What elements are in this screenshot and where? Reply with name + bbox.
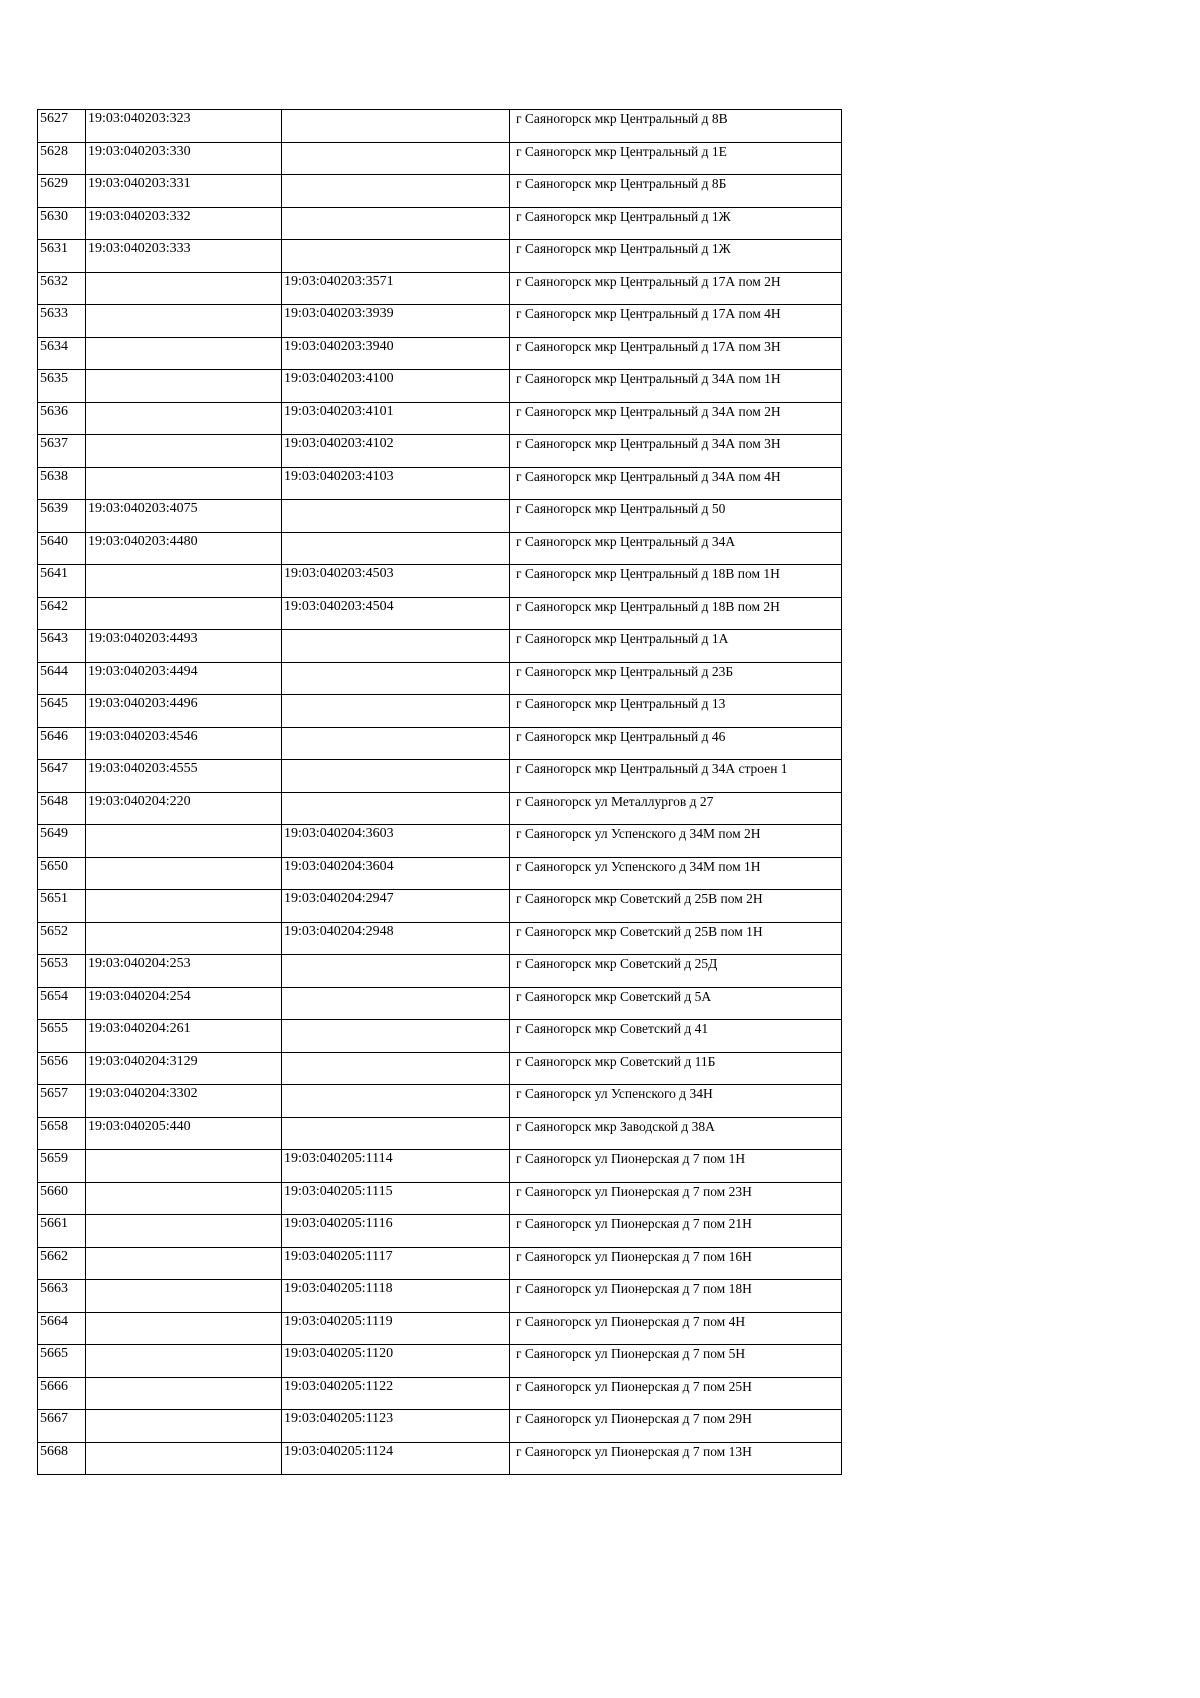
table-row <box>38 1085 842 1118</box>
row-number: 5644 <box>38 662 86 695</box>
address: г Саяногорск мкр Советский д 41 <box>510 1020 842 1053</box>
address: г Саяногорск ул Успенского д 34М пом 1Н <box>510 857 842 890</box>
room-cadastral-number: 19:03:040205:1117 <box>282 1247 510 1280</box>
row-number: 5653 <box>38 955 86 988</box>
address: г Саяногорск ул Пионерская д 7 пом 23Н <box>510 1182 842 1215</box>
address: г Саяногорск мкр Центральный д 8Б <box>510 175 842 208</box>
address: г Саяногорск мкр Центральный д 17А пом 2Н <box>510 272 842 305</box>
table-row <box>38 597 842 630</box>
room-cadastral-number: 19:03:040203:4101 <box>282 402 510 435</box>
cadastral-number: 19:03:040204:3302 <box>86 1085 282 1118</box>
address: г Саяногорск мкр Центральный д 8В <box>510 110 842 143</box>
cadastral-number <box>86 402 282 435</box>
cadastral-number: 19:03:040203:323 <box>86 110 282 143</box>
table-row <box>38 500 842 533</box>
table-row <box>38 207 842 240</box>
table-row <box>38 175 842 208</box>
room-cadastral-number: 19:03:040204:3604 <box>282 857 510 890</box>
address: г Саяногорск ул Пионерская д 7 пом 21Н <box>510 1215 842 1248</box>
room-cadastral-number <box>282 630 510 663</box>
table-row <box>38 987 842 1020</box>
room-cadastral-number: 19:03:040205:1118 <box>282 1280 510 1313</box>
cadastral-number <box>86 1312 282 1345</box>
cadastral-number: 19:03:040204:253 <box>86 955 282 988</box>
row-number: 5661 <box>38 1215 86 1248</box>
table-row <box>38 142 842 175</box>
room-cadastral-number <box>282 532 510 565</box>
address: г Саяногорск мкр Центральный д 34А строен 1 <box>510 760 842 793</box>
table-row <box>38 955 842 988</box>
row-number: 5660 <box>38 1182 86 1215</box>
row-number: 5640 <box>38 532 86 565</box>
table-row <box>38 695 842 728</box>
address: г Саяногорск мкр Центральный д 17А пом 3Н <box>510 337 842 370</box>
cadastral-number <box>86 1410 282 1443</box>
row-number: 5643 <box>38 630 86 663</box>
cadastral-number <box>86 370 282 403</box>
row-number: 5634 <box>38 337 86 370</box>
address: г Саяногорск ул Пионерская д 7 пом 25Н <box>510 1377 842 1410</box>
cadastral-number: 19:03:040204:254 <box>86 987 282 1020</box>
cadastral-number <box>86 1215 282 1248</box>
row-number: 5646 <box>38 727 86 760</box>
row-number: 5629 <box>38 175 86 208</box>
cadastral-number <box>86 272 282 305</box>
room-cadastral-number: 19:03:040203:4100 <box>282 370 510 403</box>
table-row <box>38 1312 842 1345</box>
row-number: 5654 <box>38 987 86 1020</box>
cadastral-number: 19:03:040203:333 <box>86 240 282 273</box>
address: г Саяногорск ул Пионерская д 7 пом 13Н <box>510 1442 842 1475</box>
room-cadastral-number: 19:03:040203:4102 <box>282 435 510 468</box>
address: г Саяногорск мкр Центральный д 34А пом 3Н <box>510 435 842 468</box>
address: г Саяногорск мкр Центральный д 50 <box>510 500 842 533</box>
room-cadastral-number <box>282 1085 510 1118</box>
address: г Саяногорск ул Пионерская д 7 пом 16Н <box>510 1247 842 1280</box>
row-number: 5657 <box>38 1085 86 1118</box>
row-number: 5641 <box>38 565 86 598</box>
row-number: 5632 <box>38 272 86 305</box>
room-cadastral-number <box>282 1052 510 1085</box>
cadastral-number <box>86 305 282 338</box>
address: г Саяногорск мкр Центральный д 1Ж <box>510 240 842 273</box>
room-cadastral-number <box>282 955 510 988</box>
room-cadastral-number <box>282 142 510 175</box>
room-cadastral-number: 19:03:040203:4503 <box>282 565 510 598</box>
table-row <box>38 272 842 305</box>
room-cadastral-number <box>282 240 510 273</box>
address: г Саяногорск мкр Советский д 25Д <box>510 955 842 988</box>
cadastral-number <box>86 1345 282 1378</box>
table-row <box>38 1442 842 1475</box>
address: г Саяногорск ул Успенского д 34М пом 2Н <box>510 825 842 858</box>
table-row <box>38 630 842 663</box>
cadastral-number <box>86 1377 282 1410</box>
row-number: 5638 <box>38 467 86 500</box>
room-cadastral-number: 19:03:040205:1123 <box>282 1410 510 1443</box>
row-number: 5645 <box>38 695 86 728</box>
table-row <box>38 1215 842 1248</box>
cadastral-number <box>86 825 282 858</box>
row-number: 5642 <box>38 597 86 630</box>
row-number: 5651 <box>38 890 86 923</box>
address: г Саяногорск мкр Центральный д 1А <box>510 630 842 663</box>
row-number: 5656 <box>38 1052 86 1085</box>
table-row <box>38 1117 842 1150</box>
row-number: 5639 <box>38 500 86 533</box>
cadastral-number <box>86 1182 282 1215</box>
cadastral-number: 19:03:040205:440 <box>86 1117 282 1150</box>
cadastral-number: 19:03:040203:4075 <box>86 500 282 533</box>
cadastral-number <box>86 467 282 500</box>
address: г Саяногорск мкр Советский д 25В пом 1Н <box>510 922 842 955</box>
row-number: 5637 <box>38 435 86 468</box>
cadastral-number: 19:03:040203:4555 <box>86 760 282 793</box>
table-row <box>38 1247 842 1280</box>
cadastral-number: 19:03:040203:4480 <box>86 532 282 565</box>
row-number: 5648 <box>38 792 86 825</box>
room-cadastral-number: 19:03:040203:4504 <box>282 597 510 630</box>
room-cadastral-number: 19:03:040203:3571 <box>282 272 510 305</box>
room-cadastral-number <box>282 987 510 1020</box>
table-row <box>38 1020 842 1053</box>
row-number: 5630 <box>38 207 86 240</box>
address: г Саяногорск мкр Центральный д 18В пом 2Н <box>510 597 842 630</box>
address: г Саяногорск мкр Центральный д 17А пом 4Н <box>510 305 842 338</box>
row-number: 5665 <box>38 1345 86 1378</box>
table-row <box>38 337 842 370</box>
table-row <box>38 1410 842 1443</box>
property-table <box>37 109 842 1475</box>
row-number: 5663 <box>38 1280 86 1313</box>
table-row <box>38 565 842 598</box>
cadastral-number: 19:03:040203:331 <box>86 175 282 208</box>
room-cadastral-number <box>282 662 510 695</box>
cadastral-number: 19:03:040203:4496 <box>86 695 282 728</box>
row-number: 5664 <box>38 1312 86 1345</box>
cadastral-number <box>86 337 282 370</box>
room-cadastral-number: 19:03:040203:3940 <box>282 337 510 370</box>
address: г Саяногорск ул Пионерская д 7 пом 18Н <box>510 1280 842 1313</box>
address: г Саяногорск ул Металлургов д 27 <box>510 792 842 825</box>
row-number: 5633 <box>38 305 86 338</box>
cadastral-number: 19:03:040204:3129 <box>86 1052 282 1085</box>
cadastral-number <box>86 857 282 890</box>
table-row <box>38 402 842 435</box>
row-number: 5628 <box>38 142 86 175</box>
room-cadastral-number <box>282 1020 510 1053</box>
table-body <box>38 110 842 1475</box>
address: г Саяногорск мкр Центральный д 34А пом 4Н <box>510 467 842 500</box>
table-row <box>38 110 842 143</box>
cadastral-number <box>86 565 282 598</box>
row-number: 5652 <box>38 922 86 955</box>
cadastral-number <box>86 597 282 630</box>
room-cadastral-number <box>282 1117 510 1150</box>
row-number: 5662 <box>38 1247 86 1280</box>
table-row <box>38 1052 842 1085</box>
room-cadastral-number: 19:03:040204:2948 <box>282 922 510 955</box>
row-number: 5649 <box>38 825 86 858</box>
table-row <box>38 922 842 955</box>
cadastral-number <box>86 890 282 923</box>
row-number: 5627 <box>38 110 86 143</box>
cadastral-number: 19:03:040203:4493 <box>86 630 282 663</box>
room-cadastral-number <box>282 500 510 533</box>
cadastral-number <box>86 435 282 468</box>
table-row <box>38 1150 842 1183</box>
cadastral-number: 19:03:040204:261 <box>86 1020 282 1053</box>
table-row <box>38 1280 842 1313</box>
table-row <box>38 467 842 500</box>
cadastral-number: 19:03:040203:332 <box>86 207 282 240</box>
address: г Саяногорск мкр Заводской д 38А <box>510 1117 842 1150</box>
room-cadastral-number <box>282 792 510 825</box>
room-cadastral-number: 19:03:040205:1122 <box>282 1377 510 1410</box>
room-cadastral-number: 19:03:040205:1114 <box>282 1150 510 1183</box>
room-cadastral-number <box>282 760 510 793</box>
address: г Саяногорск мкр Центральный д 34А <box>510 532 842 565</box>
room-cadastral-number: 19:03:040204:2947 <box>282 890 510 923</box>
table-row <box>38 857 842 890</box>
address: г Саяногорск мкр Центральный д 1Е <box>510 142 842 175</box>
address: г Саяногорск мкр Советский д 25В пом 2Н <box>510 890 842 923</box>
table-row <box>38 1377 842 1410</box>
address: г Саяногорск мкр Центральный д 18В пом 1Н <box>510 565 842 598</box>
address: г Саяногорск ул Пионерская д 7 пом 5Н <box>510 1345 842 1378</box>
room-cadastral-number <box>282 695 510 728</box>
room-cadastral-number <box>282 727 510 760</box>
address: г Саяногорск мкр Центральный д 34А пом 1Н <box>510 370 842 403</box>
room-cadastral-number <box>282 207 510 240</box>
address: г Саяногорск мкр Центральный д 1Ж <box>510 207 842 240</box>
room-cadastral-number: 19:03:040205:1120 <box>282 1345 510 1378</box>
cadastral-number <box>86 1280 282 1313</box>
address: г Саяногорск мкр Центральный д 34А пом 2Н <box>510 402 842 435</box>
table-row <box>38 1345 842 1378</box>
row-number: 5658 <box>38 1117 86 1150</box>
address: г Саяногорск мкр Центральный д 23Б <box>510 662 842 695</box>
room-cadastral-number <box>282 175 510 208</box>
row-number: 5635 <box>38 370 86 403</box>
table-row <box>38 760 842 793</box>
cadastral-number: 19:03:040203:4546 <box>86 727 282 760</box>
room-cadastral-number: 19:03:040205:1115 <box>282 1182 510 1215</box>
room-cadastral-number: 19:03:040205:1116 <box>282 1215 510 1248</box>
row-number: 5659 <box>38 1150 86 1183</box>
table-row <box>38 370 842 403</box>
room-cadastral-number <box>282 110 510 143</box>
cadastral-number: 19:03:040203:4494 <box>86 662 282 695</box>
address: г Саяногорск мкр Советский д 11Б <box>510 1052 842 1085</box>
table-row <box>38 662 842 695</box>
table-row <box>38 1182 842 1215</box>
row-number: 5631 <box>38 240 86 273</box>
table-row <box>38 532 842 565</box>
row-number: 5647 <box>38 760 86 793</box>
row-number: 5650 <box>38 857 86 890</box>
address: г Саяногорск ул Пионерская д 7 пом 29Н <box>510 1410 842 1443</box>
table-row <box>38 305 842 338</box>
table-row <box>38 435 842 468</box>
room-cadastral-number: 19:03:040203:4103 <box>282 467 510 500</box>
room-cadastral-number: 19:03:040205:1124 <box>282 1442 510 1475</box>
address: г Саяногорск ул Успенского д 34Н <box>510 1085 842 1118</box>
row-number: 5668 <box>38 1442 86 1475</box>
table-row <box>38 727 842 760</box>
address: г Саяногорск мкр Советский д 5А <box>510 987 842 1020</box>
row-number: 5636 <box>38 402 86 435</box>
room-cadastral-number: 19:03:040205:1119 <box>282 1312 510 1345</box>
row-number: 5655 <box>38 1020 86 1053</box>
cadastral-number <box>86 1150 282 1183</box>
cadastral-number: 19:03:040203:330 <box>86 142 282 175</box>
address: г Саяногорск ул Пионерская д 7 пом 1Н <box>510 1150 842 1183</box>
room-cadastral-number: 19:03:040203:3939 <box>282 305 510 338</box>
cadastral-number <box>86 1247 282 1280</box>
address: г Саяногорск мкр Центральный д 13 <box>510 695 842 728</box>
room-cadastral-number: 19:03:040204:3603 <box>282 825 510 858</box>
address: г Саяногорск ул Пионерская д 7 пом 4Н <box>510 1312 842 1345</box>
cadastral-number <box>86 922 282 955</box>
cadastral-number <box>86 1442 282 1475</box>
table-row <box>38 890 842 923</box>
cadastral-number: 19:03:040204:220 <box>86 792 282 825</box>
table-row <box>38 792 842 825</box>
table-row <box>38 240 842 273</box>
row-number: 5667 <box>38 1410 86 1443</box>
address: г Саяногорск мкр Центральный д 46 <box>510 727 842 760</box>
row-number: 5666 <box>38 1377 86 1410</box>
table-row <box>38 825 842 858</box>
